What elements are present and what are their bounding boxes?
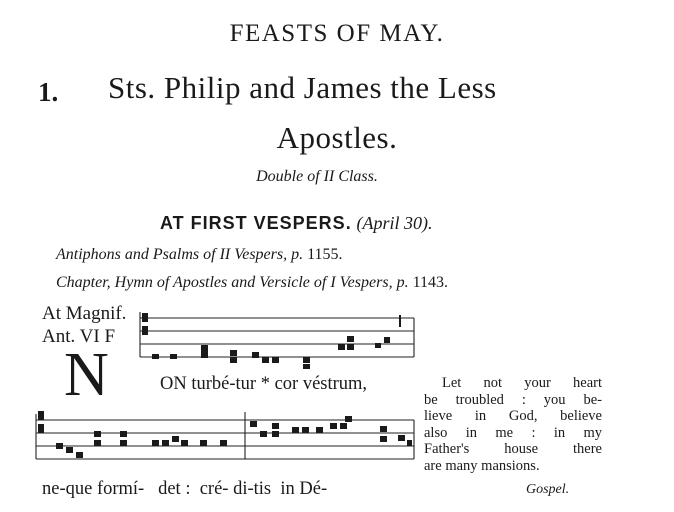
rubric-antiphons-page: 1155.	[307, 246, 343, 263]
rubric-chapter-text: Chapter, Hymn of Apostles and Versicle of I Vespers, p.	[56, 274, 413, 291]
staff-1	[140, 312, 414, 357]
neumes-staff-1	[142, 313, 401, 369]
translation-source: Gospel.	[526, 482, 570, 497]
antiphon-label-magnificat: At Magnif.	[42, 303, 127, 324]
translation-line: also in me : in my	[424, 424, 602, 441]
feast-number: 1.	[38, 77, 59, 107]
english-translation	[424, 375, 602, 475]
translation-line: Father's house there	[424, 441, 602, 458]
antiphon-lyrics-line2: ne-que formí- det : cré- di-tis in Dé-	[42, 479, 328, 499]
translation-line: be troubled : you be-	[424, 391, 602, 408]
antiphon-label-mode: Ant. VI F	[42, 326, 116, 347]
feast-title-line1: Sts. Philip and James the Less	[108, 70, 497, 105]
neumes-staff-2	[38, 411, 412, 458]
rubric-antiphons-text: Antiphons and Psalms of II Vespers, p.	[56, 246, 308, 263]
vespers-date: (April 30).	[356, 213, 433, 233]
feast-rank: Double of II Class.	[256, 168, 378, 185]
antiphon-lyrics-line1: ON turbé-tur * cor véstrum,	[160, 374, 368, 394]
staff-2	[36, 412, 414, 459]
rubric-chapter-page: 1143.	[412, 274, 448, 291]
feast-title-line2: Apostles.	[276, 120, 398, 155]
translation-line: are many mansions.	[424, 457, 540, 474]
vespers-heading-label: AT FIRST VESPERS.	[160, 213, 352, 233]
drop-cap-initial: N	[64, 341, 109, 409]
translation-line: Let not your heart	[442, 375, 602, 391]
translation-line: lieve in God, believe	[424, 408, 602, 425]
running-title: FEASTS OF MAY.	[229, 20, 445, 47]
